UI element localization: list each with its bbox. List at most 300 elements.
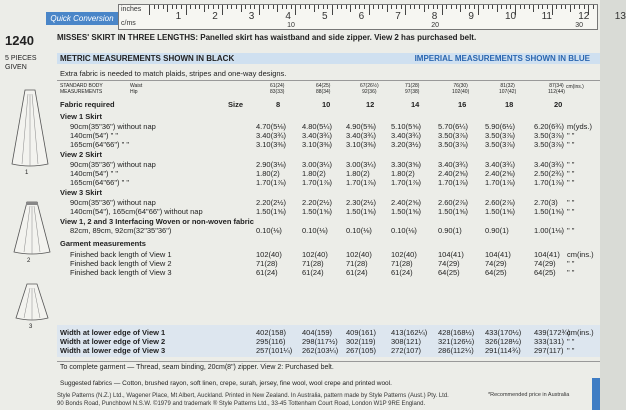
ruler-tick (570, 5, 571, 12)
body-measurement-col (405, 83, 419, 95)
view3-skirt-illustration (12, 282, 52, 322)
ruler-tick (149, 5, 150, 15)
ruler-tick (359, 5, 360, 9)
ruler-tick (419, 5, 420, 9)
ruler-tick (250, 5, 251, 9)
body-measurement-label (60, 83, 103, 95)
table-row (0, 178, 600, 187)
size-value: 18 (505, 100, 514, 109)
body-measurement-col (270, 83, 284, 95)
row-value: 1.80(2) (302, 169, 326, 178)
body-measurement-col (316, 83, 330, 95)
table-row (0, 150, 600, 159)
row-value: 0.90(1) (438, 226, 462, 235)
conversion-ruler (118, 4, 626, 30)
quick-conversion-label: Quick Conversion (46, 12, 118, 25)
ruler-tick (273, 5, 274, 9)
ruler-tick (542, 5, 543, 9)
inch-number: 4 (285, 11, 291, 22)
inch-number: 8 (431, 11, 438, 22)
table-row (0, 259, 600, 268)
ruler-tick (451, 5, 452, 9)
row-value: 3.40(3¾) (302, 131, 333, 140)
row-unit: " " (567, 337, 575, 346)
table-row (0, 160, 600, 169)
row-label: Garment measurements (60, 239, 146, 248)
row-value: 2.60(2⅞) (485, 198, 516, 207)
blue-corner (592, 378, 600, 410)
row-value: 404(159) (302, 328, 333, 337)
row-value: 1.50(1⅝) (534, 207, 565, 216)
row-label: 140cm(54") " " (70, 169, 119, 178)
ruler-tick (204, 5, 205, 12)
body-measurement-value: 88(34) (316, 89, 331, 95)
row-value: 61(24) (391, 268, 413, 277)
ruler-tick (483, 5, 484, 9)
inch-number: 12 (578, 11, 590, 22)
row-value: 2.40(2⅝) (391, 198, 422, 207)
row-label: 165cm(64"66") " " (70, 178, 130, 187)
ruler-tick (501, 5, 502, 9)
row-unit: " " (567, 131, 575, 140)
row-value: 0.10(⅛) (391, 226, 417, 235)
row-value: 2.30(2½) (346, 198, 377, 207)
row-unit: " " (567, 178, 575, 187)
size-value: 12 (366, 100, 375, 109)
pattern-title: MISSES' SKIRT IN THREE LENGTHS: Panelled skirt has waistband and side zipper. View 2 has purchased belt. (57, 33, 477, 42)
inch-number: 7 (395, 11, 401, 22)
row-value: 3.20(3½) (391, 140, 422, 149)
row-label: 90cm(35"36") without nap (70, 122, 156, 131)
row-value: 1.50(1⅝) (485, 207, 516, 216)
row-value: 3.50(3⅞) (485, 140, 516, 149)
ruler-tick (305, 5, 306, 9)
ruler-tick (547, 5, 548, 9)
ruler-tick (396, 5, 397, 9)
row-value: 439(172¾) (534, 328, 571, 337)
ruler-tick (286, 5, 287, 9)
table-row (0, 207, 600, 216)
row-value: 3.40(3¾) (438, 160, 469, 169)
size-header-row (0, 100, 600, 109)
row-unit: " " (567, 169, 575, 178)
ruler-tick (282, 5, 283, 9)
ruler-tick (369, 5, 370, 15)
divider-bottom (57, 361, 600, 362)
row-value: 61(24) (256, 268, 278, 277)
table-row (0, 188, 600, 197)
row-value: 3.50(3⅞) (485, 131, 516, 140)
cm-number: 20 (431, 22, 439, 29)
waist-hip-label (130, 83, 142, 95)
inch-number: 1 (175, 11, 182, 22)
ruler-tick (163, 5, 164, 9)
row-value: 3.10(3⅜) (302, 140, 333, 149)
body-measurement-value: 97(38) (405, 89, 420, 95)
row-value: 6.20(6¾) (534, 122, 565, 131)
body-measurement-value: 64(25) (316, 83, 331, 89)
row-value: 2.90(3⅛) (256, 160, 287, 169)
row-value: 308(121) (391, 337, 422, 346)
pieces-line-1: 5 PIECES (5, 55, 37, 62)
ruler-tick (186, 5, 187, 15)
row-unit: " " (567, 160, 575, 169)
ruler-tick (300, 5, 301, 9)
ruler-tick (208, 5, 209, 9)
figure-label-2: 2 (27, 258, 31, 264)
body-measurement-col (499, 83, 516, 95)
ruler-tick (378, 5, 379, 9)
row-unit: m(yds.) (567, 122, 592, 131)
ruler-tick (213, 5, 214, 9)
ruler-tick (291, 5, 292, 9)
row-label: 82cm, 89cm, 92cm(32"35"36") (70, 226, 172, 235)
waist-label: Waist (130, 83, 143, 89)
ruler-tick (154, 5, 155, 9)
row-value: 291(114¾) (485, 346, 521, 355)
to-complete-note: To complete garment — Thread, seam binding, 20cm(8") zipper. View 2: Purchased belt. (60, 364, 334, 371)
row-value: 1.80(2) (391, 169, 415, 178)
body-label-line1: STANDARD BODY (60, 83, 103, 89)
body-measurement-value: 67(26½) (360, 83, 379, 89)
body-measurement-col (360, 83, 379, 95)
ruler-tick (227, 5, 228, 9)
row-value: 0.10(⅛) (256, 226, 282, 235)
ruler-tick (176, 5, 177, 9)
ruler-tick (446, 5, 447, 9)
row-value: 2.60(2⅞) (438, 198, 469, 207)
ruler-tick (268, 5, 269, 9)
ruler-tick (579, 5, 580, 9)
ruler-tick (355, 5, 356, 9)
row-value: 4.80(5¼) (302, 122, 333, 131)
cm-number: 30 (575, 22, 584, 29)
row-unit: " " (567, 198, 575, 207)
row-value: 298(117½) (302, 337, 338, 346)
row-value: 5.10(5⅝) (391, 122, 422, 131)
row-value: 3.50(3⅞) (534, 131, 565, 140)
body-measurement-value: 71(28) (405, 83, 420, 89)
measurements-bar (57, 53, 600, 64)
imperial-label: IMPERIAL MEASUREMENTS SHOWN IN BLUE (414, 54, 590, 63)
row-value: 4.70(5⅛) (256, 122, 287, 131)
size-value: 8 (276, 100, 281, 109)
table-row (0, 337, 600, 346)
fabric-required-label: Fabric required (60, 100, 115, 109)
ruler-tick (414, 5, 415, 9)
row-value: 3.00(3¼) (302, 160, 333, 169)
ruler-tick (506, 5, 507, 9)
row-value: 102(40) (302, 250, 328, 259)
ruler-tick (401, 5, 402, 9)
size-value: 20 (554, 100, 563, 109)
row-value: 4.90(5⅜) (346, 122, 377, 131)
row-label: 165cm(64"66") " " (70, 140, 130, 149)
ruler-tick (382, 5, 383, 9)
row-label: 90cm(35"36") without nap (70, 160, 156, 169)
row-value: 3.50(3⅞) (438, 131, 469, 140)
row-value: 102(40) (256, 250, 282, 259)
row-value: 64(25) (534, 268, 556, 277)
divider (57, 80, 600, 81)
ruler-tick (433, 5, 434, 9)
inches-label: inches (121, 6, 142, 13)
row-value: 333(131) (534, 337, 565, 346)
ruler-tick (341, 5, 342, 9)
table-row (0, 346, 600, 355)
ruler-tick (387, 5, 388, 12)
row-value: 1.50(1⅝) (346, 207, 377, 216)
row-value: 402(158) (256, 328, 287, 337)
size-value: 10 (322, 100, 331, 109)
figure-label-1: 1 (25, 170, 29, 176)
ruler-tick (465, 5, 466, 9)
ruler-tick (364, 5, 365, 9)
row-value: 3.50(3⅞) (438, 140, 469, 149)
row-unit: cm(ins.) (567, 250, 594, 259)
ruler-tick (350, 5, 351, 12)
table-row (0, 122, 600, 131)
row-label: View 1, 2 and 3 Interfacing Woven or non-woven fabric (60, 217, 254, 226)
pieces-given (5, 54, 37, 72)
cm-number: 10 (287, 22, 295, 29)
row-value: 61(24) (346, 268, 368, 277)
row-value: 1.70(1⅞) (256, 178, 287, 187)
size-value: 14 (411, 100, 420, 109)
table-row (0, 198, 600, 207)
row-value: 104(41) (485, 250, 511, 259)
row-label: 140cm(54"), 165cm(64"66") without nap (70, 207, 203, 216)
ruler-tick (245, 5, 246, 9)
row-value: 1.80(2) (256, 169, 280, 178)
ruler-tick (158, 5, 159, 9)
row-value: 257(101¼) (256, 346, 293, 355)
row-label: 140cm(54") " " (70, 131, 119, 140)
ruler-tick (510, 5, 511, 9)
recommended-price: *Recommended price in Australia (488, 392, 570, 398)
ruler-tick (437, 5, 438, 9)
row-label: Width at lower edge of View 3 (60, 346, 166, 355)
row-value: 2.50(2¾) (534, 169, 565, 178)
row-value: 1.50(1⅝) (438, 207, 469, 216)
ruler-tick (410, 5, 411, 9)
row-value: 409(161) (346, 328, 377, 337)
row-value: 1.70(1⅞) (391, 178, 422, 187)
ruler-tick (533, 5, 534, 12)
cms-label: c/ms (121, 20, 136, 27)
table-row (0, 226, 600, 235)
inch-number: 13 (614, 11, 626, 22)
row-value: 1.70(1⅞) (346, 178, 377, 187)
ruler-tick (195, 5, 196, 9)
ruler-tick (327, 5, 328, 9)
row-value: 413(162¼) (391, 328, 428, 337)
ruler-tick (199, 5, 200, 9)
row-value: 2.70(3) (534, 198, 558, 207)
ruler-tick (556, 5, 557, 9)
ruler-tick (181, 5, 182, 9)
row-unit: " " (567, 140, 575, 149)
row-value: 326(128½) (485, 337, 522, 346)
ruler-tick (259, 5, 260, 15)
metric-label: METRIC MEASUREMENTS SHOWN IN BLACK (60, 54, 235, 63)
inch-number: 5 (322, 11, 328, 22)
ruler-tick (497, 5, 498, 12)
row-value: 1.70(1⅞) (302, 178, 333, 187)
row-value: 3.10(3⅜) (346, 140, 377, 149)
ruler-tick (561, 5, 562, 9)
row-value: 1.50(1⅝) (256, 207, 287, 216)
row-label: Finished back length of View 1 (70, 250, 172, 259)
row-value: 3.40(3¾) (534, 160, 565, 169)
ruler-tick (424, 5, 425, 12)
row-value: 1.70(1⅞) (534, 178, 565, 187)
hip-label: Hip (130, 89, 138, 95)
row-unit: " " (567, 207, 575, 216)
row-value: 272(107) (391, 346, 422, 355)
row-value: 2.20(2½) (256, 198, 287, 207)
body-measurement-col (452, 83, 469, 95)
row-value: 3.40(3¾) (485, 160, 516, 169)
row-value: 302(119) (346, 337, 376, 346)
ruler-tick (428, 5, 429, 9)
ruler-tick (295, 5, 296, 15)
ruler-tick (565, 5, 566, 9)
row-value: 102(40) (346, 250, 372, 259)
row-value: 104(41) (534, 250, 560, 259)
row-value: 2.20(2½) (302, 198, 333, 207)
inch-number: 10 (505, 11, 517, 22)
ruler-tick (405, 5, 406, 15)
ruler-tick (218, 5, 219, 9)
row-value: 3.30(3⅝) (391, 160, 422, 169)
ruler-tick (172, 5, 173, 9)
row-value: 5.90(6½) (485, 122, 516, 131)
row-value: 1.70(1⅞) (438, 178, 469, 187)
table-row (0, 140, 600, 149)
ruler-tick (478, 5, 479, 15)
row-value: 1.70(1⅞) (485, 178, 516, 187)
inch-number: 2 (212, 11, 218, 22)
row-value: 297(117) (534, 346, 564, 355)
ruler-tick (474, 5, 475, 9)
size-value: 16 (458, 100, 467, 109)
row-value: 3.40(3¾) (346, 131, 377, 140)
body-measurement-value: 87(34) (549, 83, 564, 89)
publisher-line-2: 90 Bonds Road, Punchbowl N.S.W. ©1979 and trademark ® Style Patterns Ltd., 33-45 Tottenham Court Road, London W1P 9RE England. (57, 401, 426, 407)
ruler-tick (318, 5, 319, 9)
row-value: 1.50(1⅝) (391, 207, 422, 216)
row-value: 3.00(3¼) (346, 160, 377, 169)
ruler-tick (488, 5, 489, 9)
ruler-tick (309, 5, 310, 9)
row-unit: " " (567, 268, 575, 277)
row-value: 3.50(3⅞) (534, 140, 565, 149)
row-label: Width at lower edge of View 1 (60, 328, 166, 337)
row-value: 321(126½) (438, 337, 475, 346)
row-value: 64(25) (438, 268, 460, 277)
body-measurement-value: 76(30) (453, 83, 468, 89)
ruler-tick (593, 5, 594, 9)
extra-fabric-note: Extra fabric is needed to match plaids, stripes and one-way designs. (60, 69, 287, 78)
pieces-line-2: GIVEN (5, 64, 27, 71)
inch-number: 11 (541, 11, 552, 22)
ruler-tick (391, 5, 392, 9)
ruler-tick (584, 5, 585, 9)
ruler-tick (254, 5, 255, 9)
row-value: 3.10(3⅜) (256, 140, 287, 149)
body-measurement-value: 107(42) (499, 89, 517, 95)
row-value: 0.10(⅛) (302, 226, 328, 235)
figure-label-3: 3 (29, 324, 33, 330)
row-value: 71(28) (302, 259, 324, 268)
row-unit: cm(ins.) (567, 328, 594, 337)
row-unit: " " (567, 226, 575, 235)
ruler-tick (337, 5, 338, 9)
body-measurement-col (548, 83, 565, 95)
ruler-tick (231, 5, 232, 9)
row-value: 64(25) (485, 268, 507, 277)
row-value: 5.70(6¼) (438, 122, 469, 131)
row-value: 428(168½) (438, 328, 475, 337)
body-measurement-value: 61(24) (270, 83, 285, 89)
body-measurement-value: 112(44) (548, 89, 565, 95)
ruler-tick (524, 5, 525, 9)
row-value: 61(24) (302, 268, 324, 277)
table-row (0, 250, 600, 259)
ruler-tick (222, 5, 223, 15)
body-measurement-value: 92(36) (362, 89, 377, 95)
ruler-tick (460, 5, 461, 12)
row-value: 3.40(3¾) (391, 131, 422, 140)
ruler-tick (332, 5, 333, 15)
row-label: Finished back length of View 2 (70, 259, 172, 268)
row-value: 295(116) (256, 337, 286, 346)
row-value: 74(29) (485, 259, 507, 268)
ruler-tick (456, 5, 457, 9)
inch-number: 9 (468, 11, 474, 22)
row-value: 433(170½) (485, 328, 522, 337)
ruler-tick (529, 5, 530, 9)
row-value: 2.40(2⅝) (438, 169, 469, 178)
table-row (0, 328, 600, 337)
row-value: 74(29) (534, 259, 556, 268)
ruler-tick (167, 5, 168, 12)
size-label: Size (228, 100, 244, 109)
table-row (0, 131, 600, 140)
body-unit: cm(ins.) (566, 84, 584, 90)
inch-number: 3 (248, 11, 255, 22)
ruler-tick (492, 5, 493, 9)
table-row (0, 268, 600, 277)
row-value: 71(28) (391, 259, 413, 268)
row-value: 74(29) (438, 259, 460, 268)
table-row (0, 217, 600, 226)
ruler-tick (538, 5, 539, 9)
row-value: 262(103¼) (302, 346, 339, 355)
row-label: Width at lower edge of View 2 (60, 337, 166, 346)
row-value: 1.00(1⅛) (534, 226, 565, 235)
row-value: 3.40(3¾) (256, 131, 287, 140)
publisher-line-1: Style Patterns (N.Z.) Ltd., Wagener Place, Mt Albert, Auckland. Printed in New Zealand. In Australia, pattern made by Style Patterns (Aust.) Pty. Ltd. (57, 393, 449, 399)
row-value: 71(28) (346, 259, 368, 268)
ruler-tick (346, 5, 347, 9)
ruler-tick (190, 5, 191, 9)
row-label: View 2 Skirt (60, 150, 102, 159)
ruler-tick (263, 5, 264, 9)
ruler-tick (373, 5, 374, 9)
row-label: Finished back length of View 3 (70, 268, 172, 277)
